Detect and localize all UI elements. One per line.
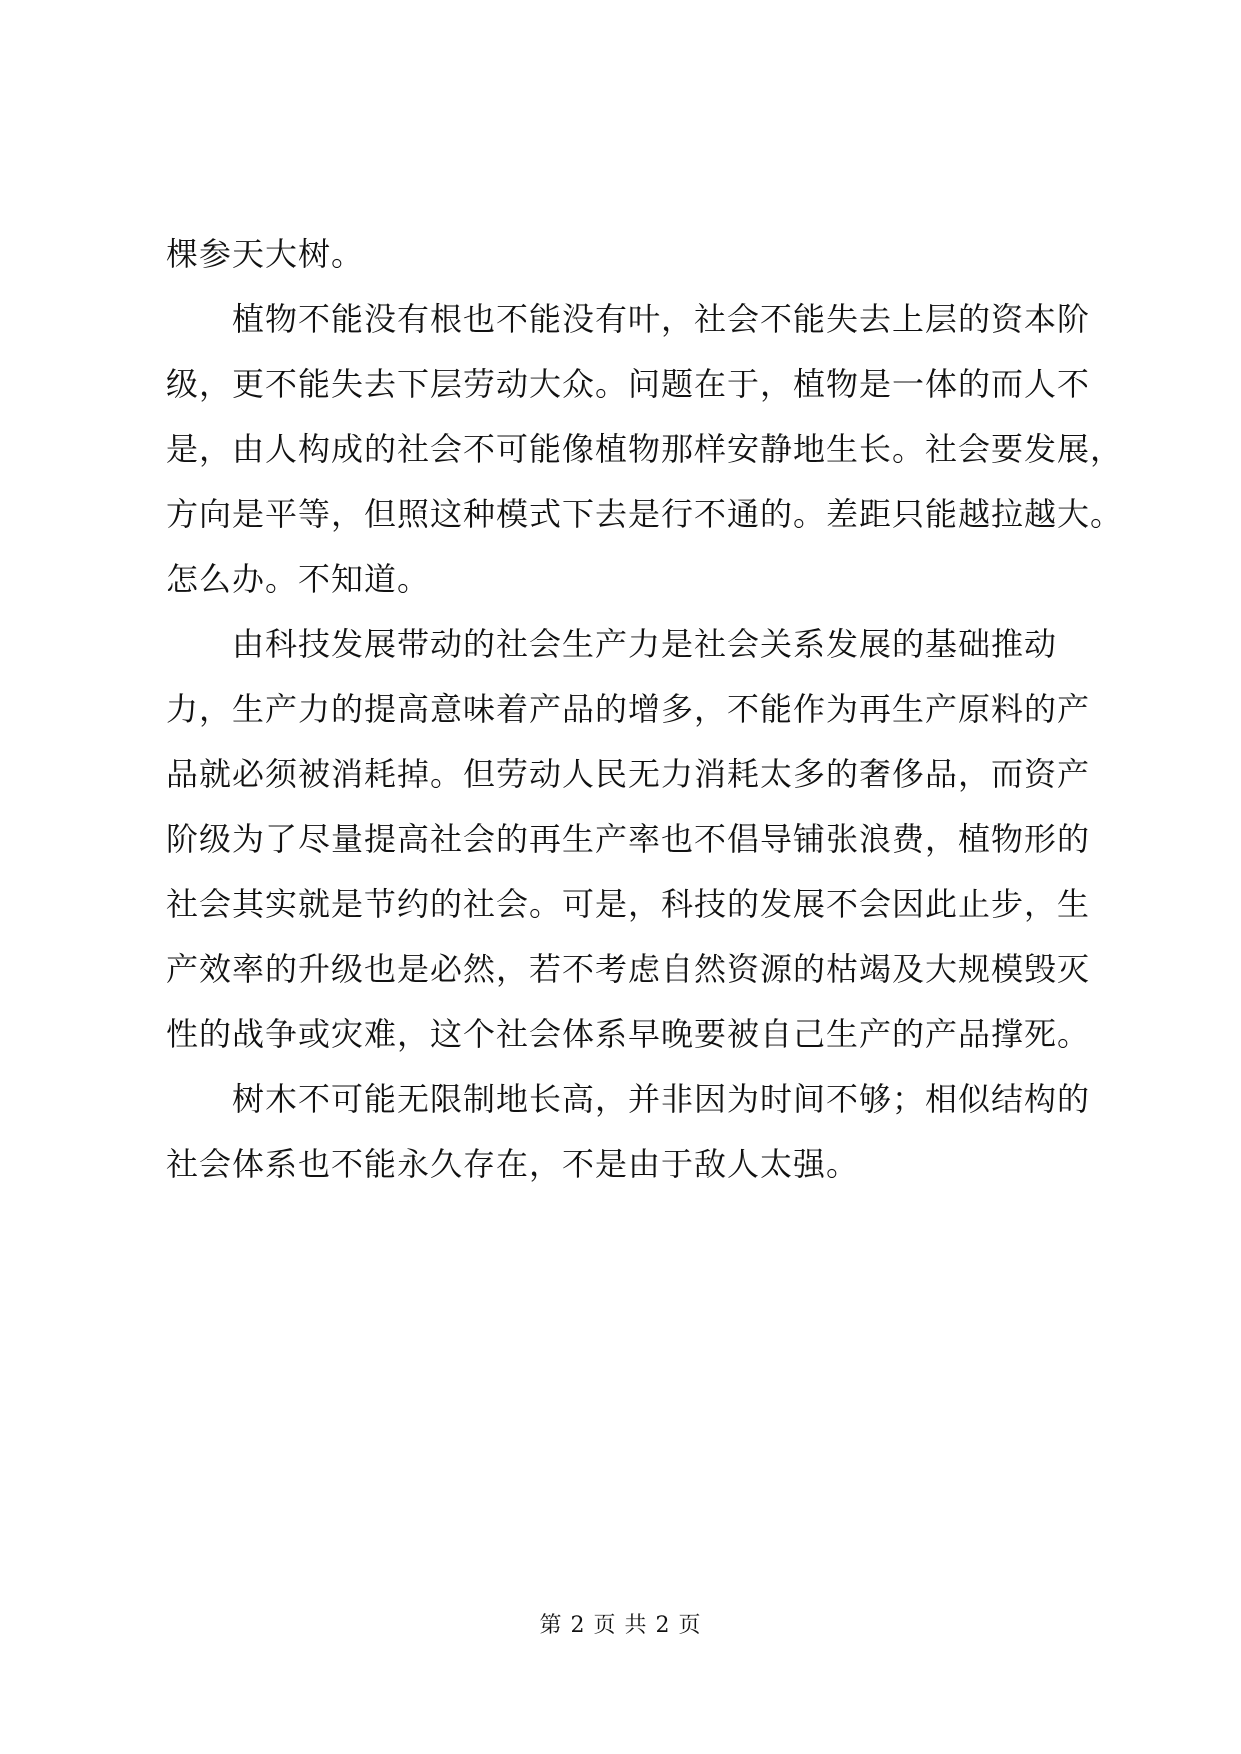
body-text [166, 222, 1124, 1197]
text-line: 产效率的升级也是必然，若不考虑自然资源的枯竭及大规模毁灭 [166, 950, 1091, 988]
text-line: 怎么办。不知道。 [166, 560, 431, 598]
text-line: 由科技发展带动的社会生产力是社会关系发展的基础推动 [232, 625, 1058, 663]
text-line: 树木不可能无限制地长高，并非因为时间不够；相似结构的 [232, 1080, 1091, 1118]
text-line: 是，由人构成的社会不可能像植物那样安静地生长。社会要发展， [166, 430, 1124, 468]
text-line: 品就必须被消耗掉。但劳动人民无力消耗太多的奢侈品，而资产 [166, 755, 1091, 793]
text-line: 性的战争或灾难，这个社会体系早晚要被自己生产的产品撑死。 [166, 1015, 1091, 1053]
text-line: 植物不能没有根也不能没有叶，社会不能失去上层的资本阶 [232, 300, 1091, 338]
text-line: 方向是平等，但照这种模式下去是行不通的。差距只能越拉越大。 [166, 495, 1124, 533]
text-line: 力，生产力的提高意味着产品的增多，不能作为再生产原料的产 [166, 690, 1091, 728]
text-line: 阶级为了尽量提高社会的再生产率也不倡导铺张浪费，植物形的 [166, 820, 1091, 858]
text-line: 级，更不能失去下层劳动大众。问题在于，植物是一体的而人不 [166, 365, 1091, 403]
text-line: 棵参天大树。 [166, 235, 365, 273]
text-line: 社会体系也不能永久存在，不是由于敌人太强。 [166, 1145, 860, 1183]
text-line: 社会其实就是节约的社会。可是，科技的发展不会因此止步，生 [166, 885, 1091, 923]
page-number-footer: 第 2 页 共 2 页 [539, 1613, 702, 1638]
